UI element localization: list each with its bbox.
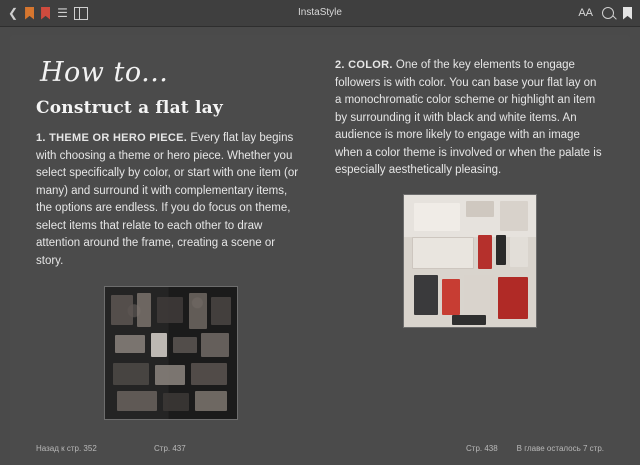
window-title: InstaStyle	[298, 7, 342, 18]
light-flat-lay-photo	[403, 194, 537, 328]
right-paragraph	[335, 57, 604, 180]
right-column	[335, 57, 604, 435]
left-paragraph-body: Every flat lay begins with choosing a theme or hero piece. Whether you select specifically by color, or start with one item (or many) and surround it with complementary items, the options are endless. If you do focus on theme, select items that relate to each other to draw attention around the frame, creating a scene or story.	[36, 132, 299, 267]
bookmark-red-icon[interactable]	[41, 7, 50, 20]
right-paragraph-lead: 2. COLOR.	[335, 59, 393, 71]
right-paragraph-body: One of the key elements to engage followers is with color. You can base your flat lay on a monochromatic color scheme or highlight an item by surrounding it with black and white items. An audience is more likely to engage with an image when a color theme is involved or when the palate is especially aesthetically pleasing.	[335, 59, 602, 176]
toolbar-right-group	[578, 0, 632, 26]
footer-back-link[interactable]: Назад к стр. 352	[36, 443, 97, 453]
book-page	[10, 35, 630, 465]
contents-list-icon[interactable]: ☰	[57, 6, 67, 20]
bookmark-flag-icon[interactable]	[623, 7, 632, 20]
dark-flat-lay-photo	[104, 286, 238, 420]
notes-grid-icon[interactable]	[74, 7, 88, 20]
chapter-title: Construct a flat lay	[36, 98, 223, 118]
library-back-icon[interactable]: ❮	[8, 6, 19, 20]
footer-chapter-remaining: В главе осталось 7 стр.	[516, 443, 604, 453]
page-script-title: How to...	[40, 57, 169, 88]
search-icon[interactable]	[602, 7, 614, 19]
font-size-icon[interactable]: AA	[578, 7, 593, 19]
footer-page-left: Стр. 437	[154, 443, 186, 453]
dark-flat-lay-image	[105, 287, 237, 419]
left-column	[36, 57, 305, 435]
footer-page-right: Стр. 438	[466, 443, 498, 453]
page-footer	[10, 435, 630, 465]
toolbar-left-group	[8, 7, 88, 20]
bookmark-orange-icon[interactable]	[25, 7, 34, 20]
light-flat-lay-image	[404, 195, 536, 327]
left-paragraph-lead: 1. THEME OR HERO PIECE.	[36, 132, 188, 144]
left-paragraph	[36, 130, 305, 270]
toolbar	[0, 0, 640, 27]
page-columns	[10, 35, 630, 435]
